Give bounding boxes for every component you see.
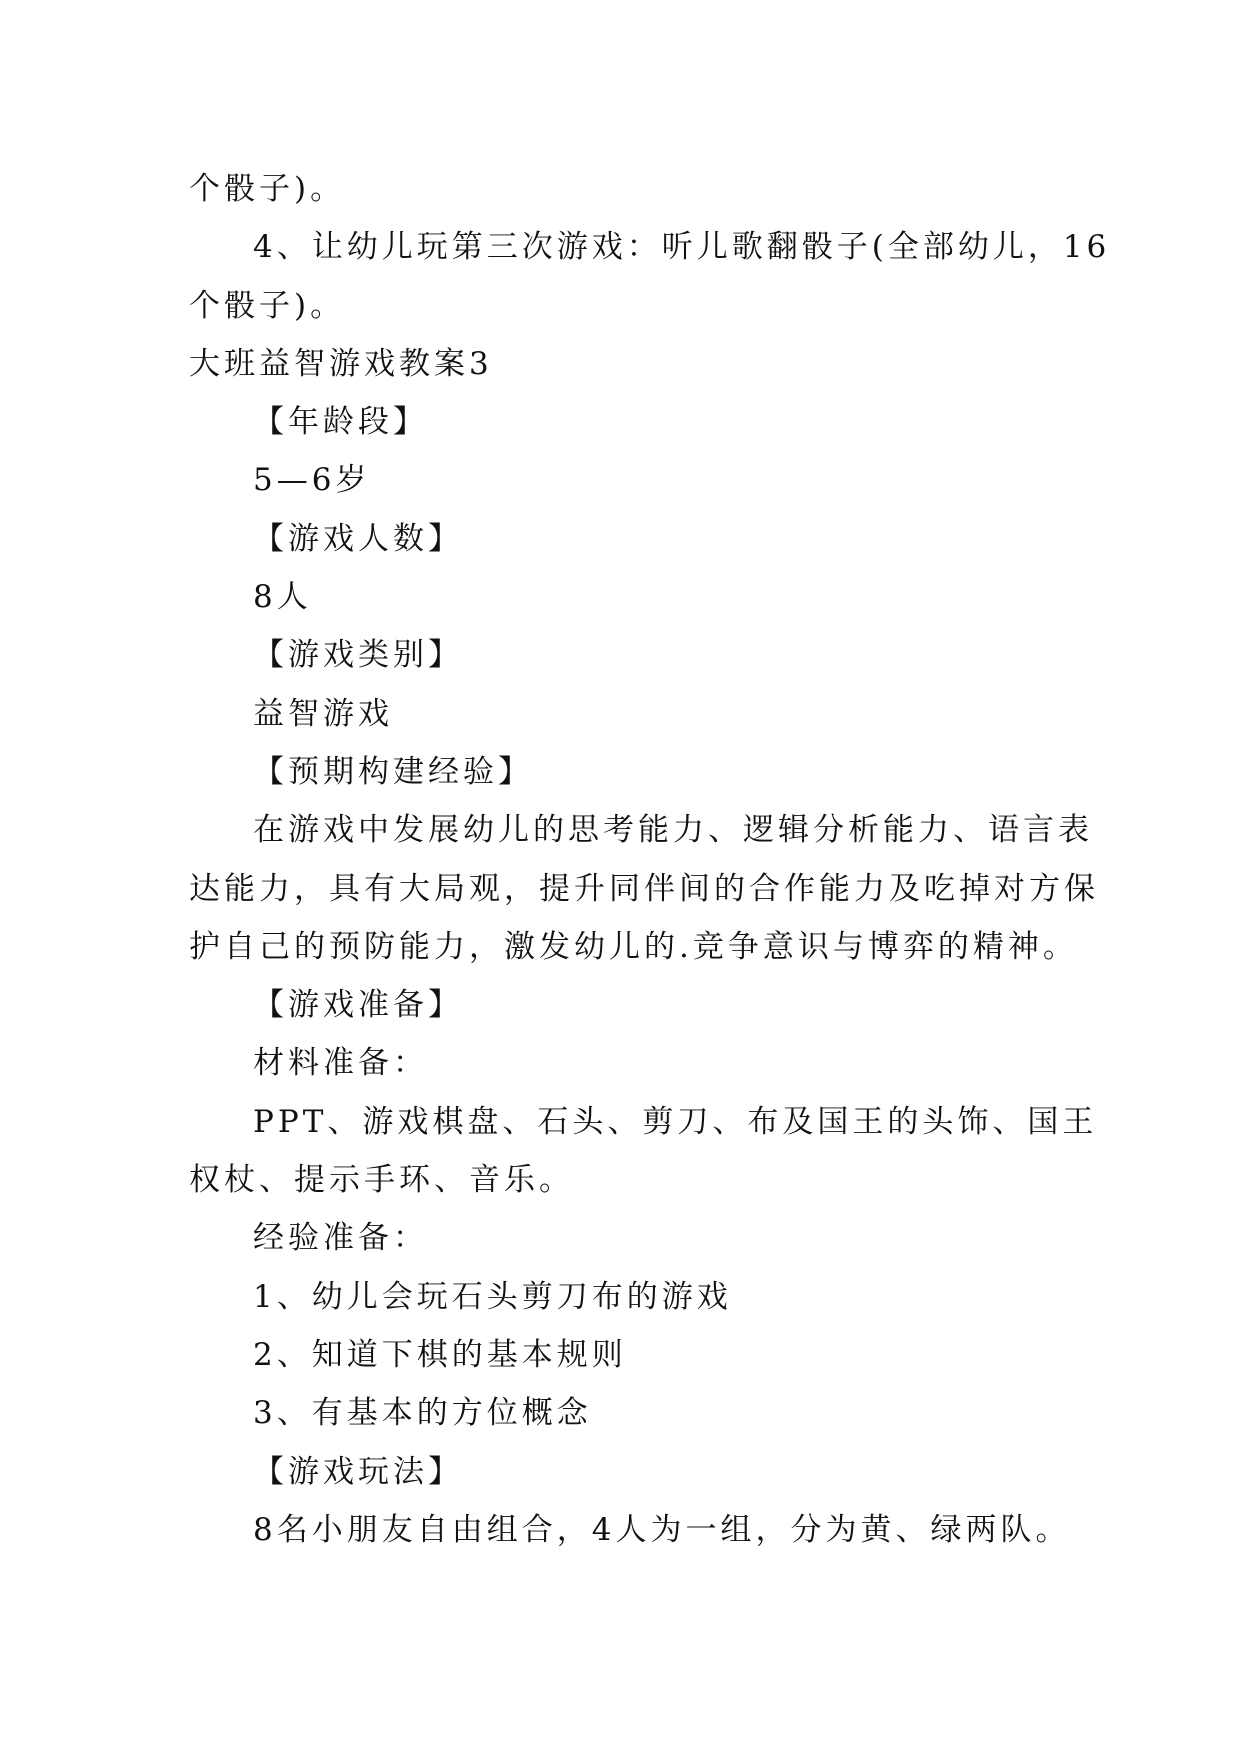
text-line: 个骰子)。 <box>189 287 346 324</box>
section-heading-gameplay: 【游戏玩法】 <box>253 1453 463 1490</box>
text-line: 个骰子)。 <box>189 171 346 207</box>
section-heading-preparation: 【游戏准备】 <box>253 987 463 1024</box>
document-body <box>189 160 1111 1559</box>
text-line: 达能力，具有大局观，提升同伴间的合作能力及吃掉对方保 <box>189 870 1099 907</box>
text-line: 护自己的预防能力，激发幼儿的.竞争意识与博弈的精神。 <box>189 928 1078 965</box>
list-item: 3、有基本的方位概念 <box>253 1395 592 1432</box>
text-line: 在游戏中发展幼儿的思考能力、逻辑分析能力、语言表 <box>253 812 1093 849</box>
text-line: 8人 <box>253 579 312 616</box>
section-heading-experience: 【预期构建经验】 <box>253 753 533 790</box>
text-line: 5—6岁 <box>253 462 371 499</box>
section-title: 大班益智游戏教案3 <box>189 345 493 382</box>
section-heading-age: 【年龄段】 <box>253 404 428 441</box>
text-line: 益智游戏 <box>253 695 393 732</box>
text-line: 经验准备： <box>253 1220 428 1257</box>
text-line: 8名小朋友自由组合，4人为一组，分为黄、绿两队。 <box>253 1511 1071 1548</box>
list-item: 2、知道下棋的基本规则 <box>253 1336 627 1373</box>
text-line: PPT、游戏棋盘、石头、剪刀、布及国王的头饰、国王 <box>253 1103 1098 1140</box>
text-line: 权杖、提示手环、音乐。 <box>189 1162 574 1199</box>
section-heading-players: 【游戏人数】 <box>253 520 463 557</box>
text-line: 4、让幼儿玩第三次游戏：听儿歌翻骰子(全部幼儿，16 <box>253 229 1111 266</box>
text-line: 材料准备： <box>253 1045 428 1082</box>
section-heading-category: 【游戏类别】 <box>253 637 463 674</box>
list-item: 1、幼儿会玩石头剪刀布的游戏 <box>253 1278 732 1315</box>
